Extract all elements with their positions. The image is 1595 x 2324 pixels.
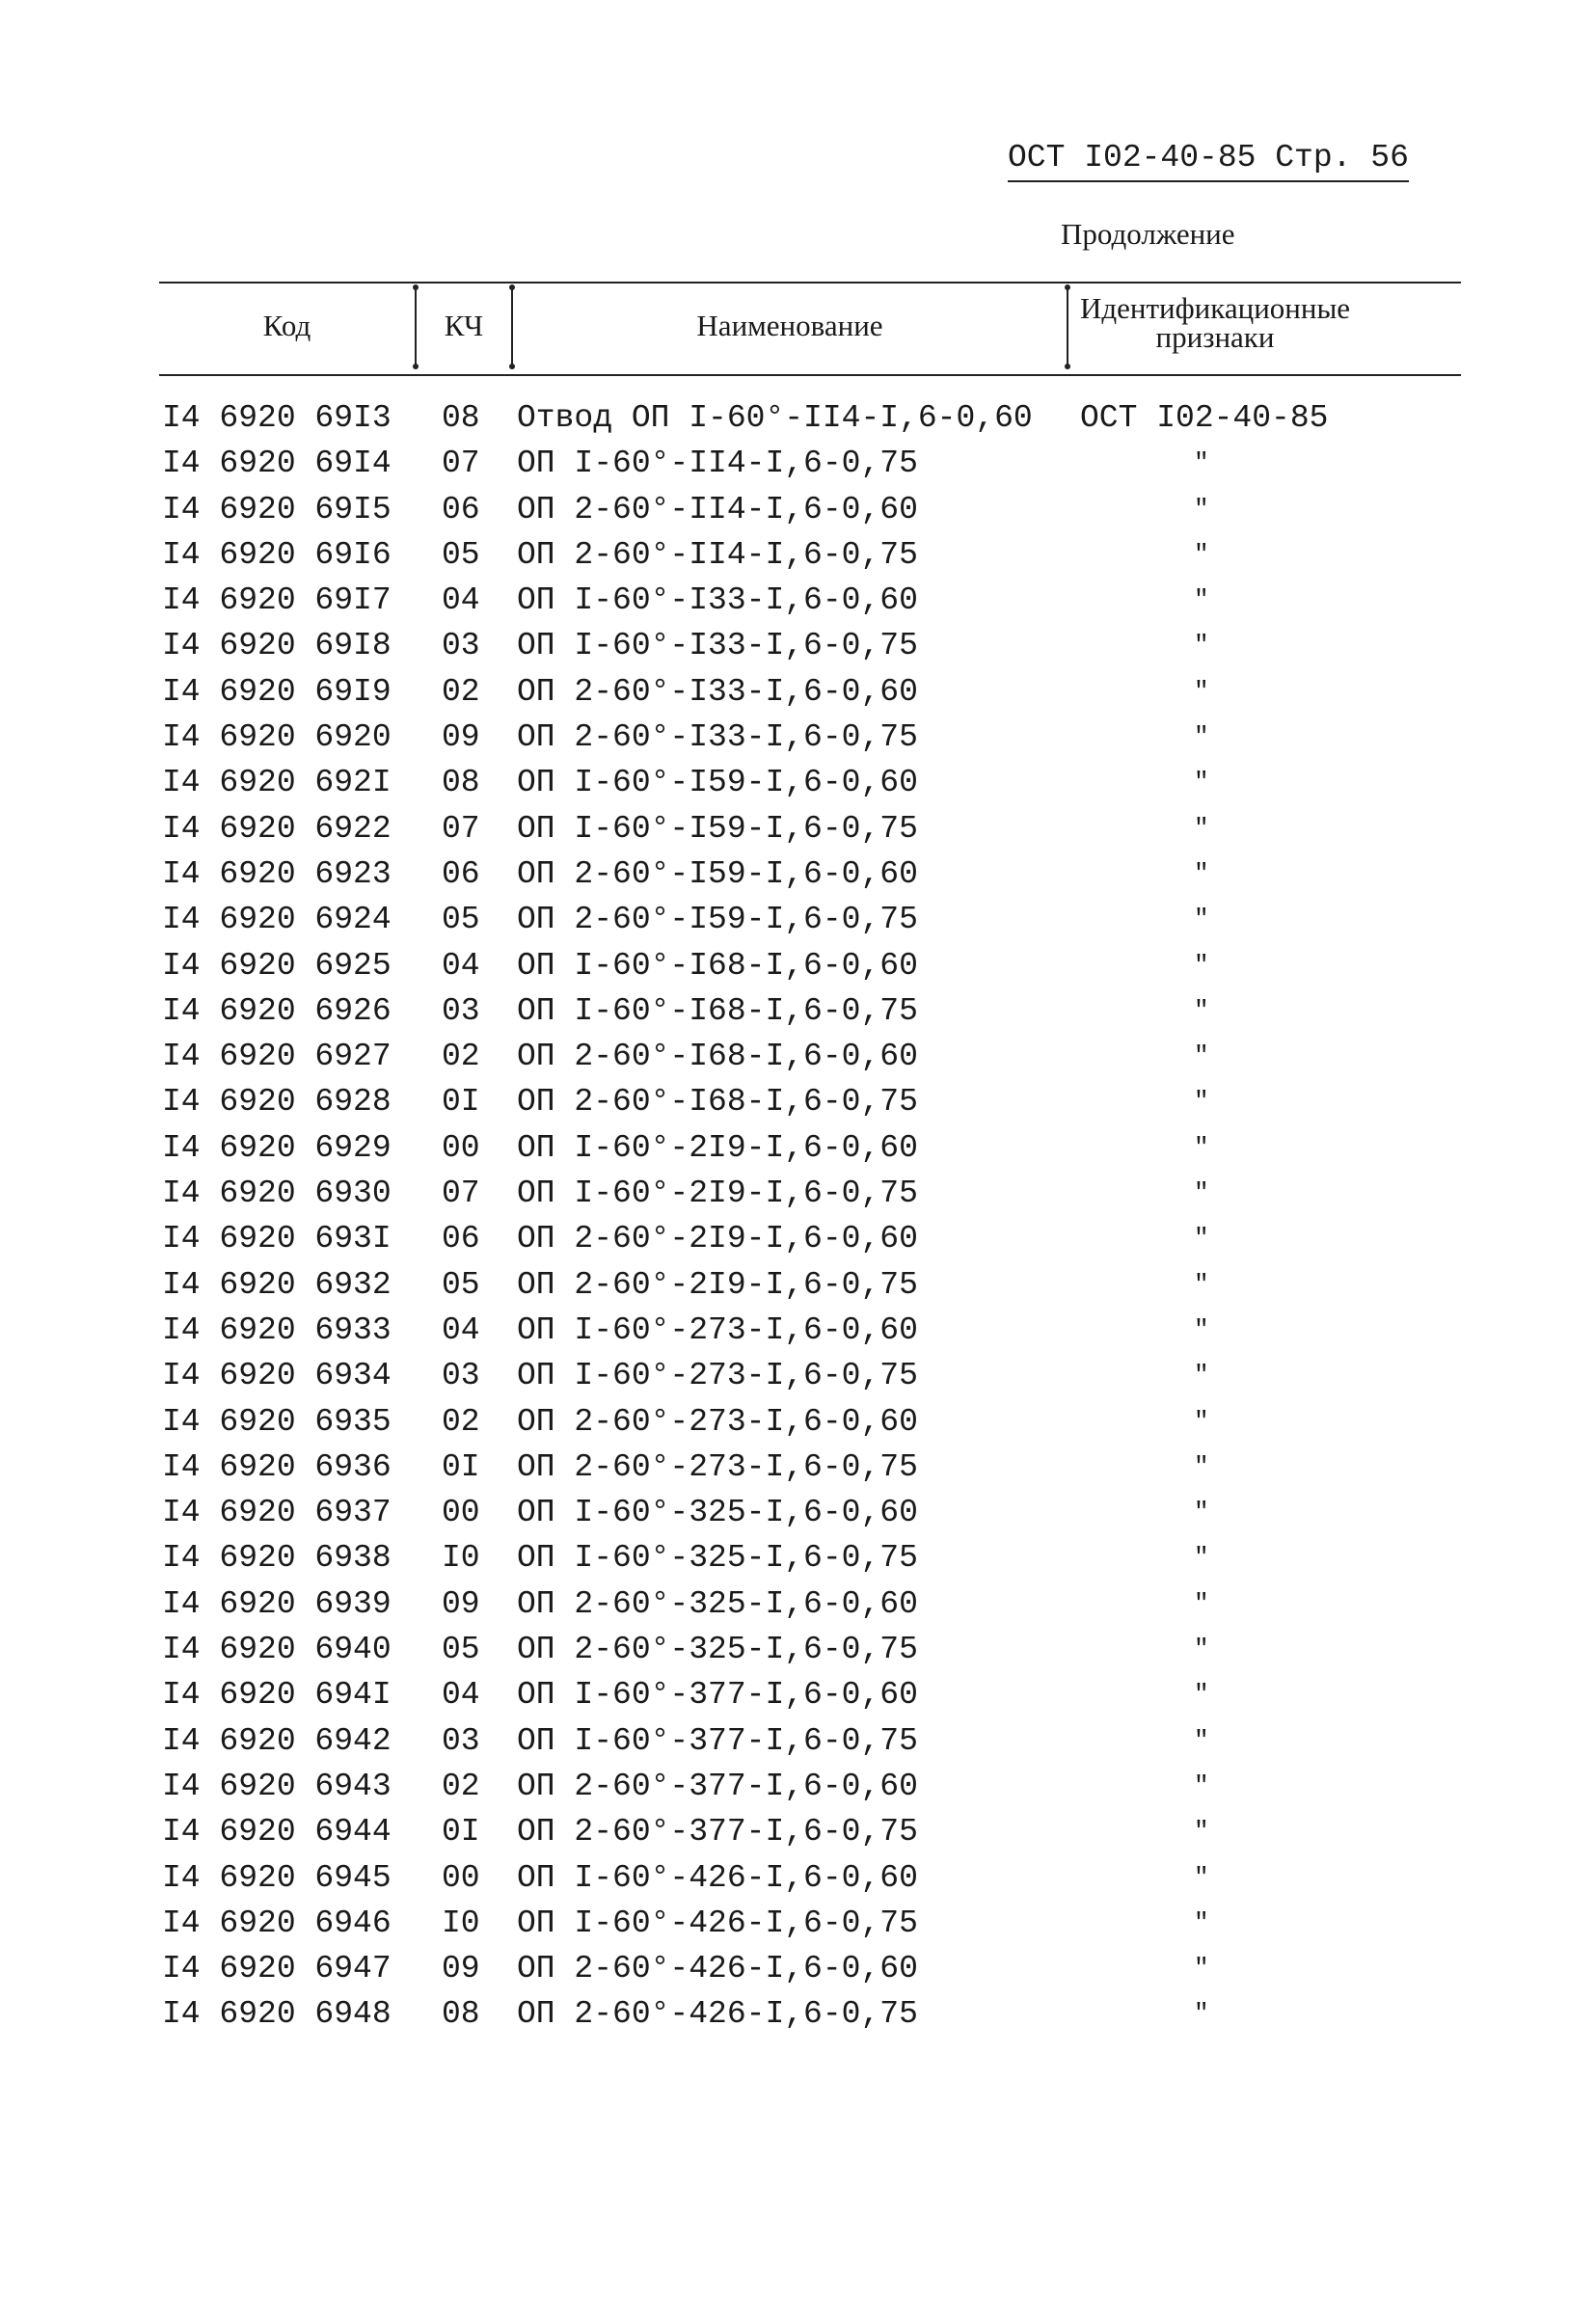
cell-name: ОП I-60°-2I9-I,6-0,75 <box>517 1176 918 1212</box>
cell-ditto-mark: " <box>1194 1635 1209 1664</box>
cell-code: I4 6920 69I6 <box>162 536 392 573</box>
cell-code: I4 6920 69I4 <box>162 446 392 482</box>
cell-kch: 02 <box>442 1039 480 1075</box>
cell-code: I4 6920 6943 <box>162 1768 392 1804</box>
table-row <box>0 943 1595 988</box>
cell-code: I4 6920 69I3 <box>162 400 392 436</box>
cell-code: I4 6920 6930 <box>162 1176 392 1212</box>
document-reference-text: ОСТ I02-40-85 Стр. 56 <box>1008 140 1409 176</box>
cell-name: ОП 2-60°-I33-I,6-0,60 <box>517 673 918 710</box>
table-row <box>0 1718 1595 1764</box>
cell-kch: 00 <box>442 1859 480 1896</box>
table-row <box>0 1262 1595 1308</box>
cell-ditto-mark: " <box>1194 1269 1209 1299</box>
cell-name: ОП I-60°-I68-I,6-0,60 <box>517 947 918 984</box>
cell-name: ОП 2-60°-325-I,6-0,60 <box>517 1585 918 1622</box>
table-row <box>0 1399 1595 1445</box>
cell-name: ОП I-60°-325-I,6-0,60 <box>517 1495 918 1531</box>
cell-code: I4 6920 6946 <box>162 1905 392 1941</box>
cell-name: ОП 2-60°-377-I,6-0,75 <box>517 1814 918 1851</box>
cell-kch: 08 <box>442 765 480 801</box>
reference-underline <box>1008 180 1409 182</box>
cell-ditto-mark: " <box>1194 1862 1209 1892</box>
cell-code: I4 6920 6939 <box>162 1585 392 1622</box>
table-row <box>0 1079 1595 1124</box>
cell-ditto-mark: " <box>1194 1588 1209 1618</box>
table-row <box>0 1946 1595 1991</box>
table-row <box>0 1535 1595 1581</box>
cell-kch: 05 <box>442 1266 480 1303</box>
cell-kch: 04 <box>442 582 480 619</box>
cell-code: I4 6920 6923 <box>162 855 392 892</box>
cell-code: I4 6920 6937 <box>162 1495 392 1531</box>
cell-kch: 09 <box>442 1951 480 1987</box>
cell-ditto-mark: " <box>1194 813 1209 843</box>
cell-kch: 0I <box>442 1448 480 1485</box>
table-top-rule <box>159 282 1461 284</box>
cell-kch: 08 <box>442 1996 480 2033</box>
cell-code: I4 6920 6942 <box>162 1722 392 1759</box>
cell-ditto-mark: " <box>1194 995 1209 1025</box>
cell-ditto-mark: " <box>1194 631 1209 661</box>
cell-ident: ОСТ I02-40-85 <box>1080 400 1329 436</box>
cell-code: I4 6920 6938 <box>162 1540 392 1577</box>
table-row <box>0 1308 1595 1353</box>
cell-kch: 0I <box>442 1084 480 1121</box>
cell-ditto-mark: " <box>1194 1178 1209 1208</box>
cell-ditto-mark: " <box>1194 858 1209 888</box>
table-row <box>0 897 1595 942</box>
cell-kch: 00 <box>442 1129 480 1166</box>
column-header-name: Наименование <box>696 309 883 342</box>
table-body <box>0 395 1595 2038</box>
cell-ditto-mark: " <box>1194 1224 1209 1254</box>
table-row <box>0 1627 1595 1672</box>
cell-kch: 05 <box>442 1632 480 1668</box>
table-row <box>0 1581 1595 1627</box>
cell-name: ОП 2-60°-I68-I,6-0,60 <box>517 1039 918 1075</box>
cell-ditto-mark: " <box>1194 585 1209 615</box>
cell-kch: 04 <box>442 1311 480 1348</box>
table-row <box>0 487 1595 532</box>
cell-kch: 02 <box>442 1768 480 1804</box>
cell-name: ОП 2-60°-273-I,6-0,75 <box>517 1448 918 1485</box>
cell-kch: 0I <box>442 1814 480 1851</box>
cell-ditto-mark: " <box>1194 1770 1209 1800</box>
cell-code: I4 6920 6940 <box>162 1632 392 1668</box>
cell-name: ОП 2-60°-426-I,6-0,75 <box>517 1996 918 2033</box>
cell-name: ОП I-60°-I68-I,6-0,75 <box>517 992 918 1029</box>
cell-kch: 06 <box>442 1221 480 1257</box>
column-header-code: Код <box>262 309 311 342</box>
cell-name: ОП 2-60°-377-I,6-0,60 <box>517 1768 918 1804</box>
cell-kch: 07 <box>442 1176 480 1212</box>
cell-kch: 04 <box>442 1677 480 1714</box>
table-row <box>0 1353 1595 1398</box>
cell-ditto-mark: " <box>1194 1361 1209 1391</box>
cell-code: I4 6920 6935 <box>162 1403 392 1440</box>
cell-name: ОП I-60°-I33-I,6-0,75 <box>517 628 918 664</box>
cell-kch: 02 <box>442 1403 480 1440</box>
cell-name: ОП 2-60°-325-I,6-0,75 <box>517 1632 918 1668</box>
document-reference <box>1008 140 1409 176</box>
cell-code: I4 6920 69I7 <box>162 582 392 619</box>
cell-code: I4 6920 6925 <box>162 947 392 984</box>
cell-name: ОП I-60°-377-I,6-0,60 <box>517 1677 918 1714</box>
cell-name: ОП I-60°-377-I,6-0,75 <box>517 1722 918 1759</box>
cell-kch: 08 <box>442 400 480 436</box>
cell-kch: 04 <box>442 947 480 984</box>
table-row <box>0 1125 1595 1171</box>
cell-name: ОП 2-60°-426-I,6-0,60 <box>517 1951 918 1987</box>
cell-name: ОП 2-60°-I33-I,6-0,75 <box>517 719 918 756</box>
cell-code: I4 6920 6922 <box>162 810 392 847</box>
cell-code: I4 6920 6932 <box>162 1266 392 1303</box>
cell-code: I4 6920 6920 <box>162 719 392 756</box>
cell-kch: 03 <box>442 1358 480 1394</box>
table-row <box>0 1764 1595 1809</box>
cell-name: ОП I-60°-273-I,6-0,75 <box>517 1358 918 1394</box>
cell-kch: 09 <box>442 719 480 756</box>
cell-name: ОП 2-60°-2I9-I,6-0,60 <box>517 1221 918 1257</box>
cell-code: I4 6920 6933 <box>162 1311 392 1348</box>
cell-code: I4 6920 692I <box>162 765 392 801</box>
cell-name: ОП 2-60°-I59-I,6-0,60 <box>517 855 918 892</box>
cell-code: I4 6920 6928 <box>162 1084 392 1121</box>
cell-ditto-mark: " <box>1194 1132 1209 1162</box>
cell-kch: I0 <box>442 1905 480 1941</box>
cell-code: I4 6920 69I5 <box>162 491 392 527</box>
cell-code: I4 6920 6924 <box>162 902 392 938</box>
cell-code: I4 6920 694I <box>162 1677 392 1714</box>
cell-ditto-mark: " <box>1194 1725 1209 1755</box>
column-separator <box>1067 287 1068 366</box>
cell-name: ОП I-60°-I59-I,6-0,75 <box>517 810 918 847</box>
cell-code: I4 6920 69I8 <box>162 628 392 664</box>
table-row <box>0 1672 1595 1717</box>
cell-ditto-mark: " <box>1194 950 1209 980</box>
table-row <box>0 1034 1595 1079</box>
cell-code: I4 6920 6926 <box>162 992 392 1029</box>
cell-kch: 06 <box>442 855 480 892</box>
cell-kch: 03 <box>442 1722 480 1759</box>
table-row <box>0 669 1595 715</box>
cell-kch: I0 <box>442 1540 480 1577</box>
cell-code: I4 6920 6936 <box>162 1448 392 1485</box>
cell-ditto-mark: " <box>1194 1680 1209 1710</box>
cell-ditto-mark: " <box>1194 768 1209 797</box>
table-row <box>0 441 1595 486</box>
cell-code: I4 6920 693I <box>162 1221 392 1257</box>
cell-code: I4 6920 6934 <box>162 1358 392 1394</box>
cell-ditto-mark: " <box>1194 1498 1209 1527</box>
cell-name: ОП I-60°-II4-I,6-0,75 <box>517 446 918 482</box>
cell-name: ОП I-60°-426-I,6-0,75 <box>517 1905 918 1941</box>
cell-code: I4 6920 6948 <box>162 1996 392 2033</box>
table-row <box>0 1809 1595 1854</box>
cell-kch: 09 <box>442 1585 480 1622</box>
cell-kch: 07 <box>442 810 480 847</box>
table-row <box>0 760 1595 805</box>
cell-ditto-mark: " <box>1194 1406 1209 1436</box>
cell-code: I4 6920 69I9 <box>162 673 392 710</box>
cell-code: I4 6920 6929 <box>162 1129 392 1166</box>
cell-kch: 05 <box>442 536 480 573</box>
cell-name: ОП I-60°-2I9-I,6-0,60 <box>517 1129 918 1166</box>
table-row <box>0 1901 1595 1946</box>
column-header-ident: Идентификационные признаки <box>1079 291 1351 354</box>
cell-kch: 00 <box>442 1495 480 1531</box>
cell-ditto-mark: " <box>1194 1999 1209 2029</box>
table-row <box>0 1445 1595 1490</box>
table-row <box>0 395 1595 441</box>
continuation-label: Продолжение <box>1061 217 1235 251</box>
table-row <box>0 1171 1595 1216</box>
table-row <box>0 623 1595 668</box>
cell-name: ОП 2-60°-I68-I,6-0,75 <box>517 1084 918 1121</box>
cell-ditto-mark: " <box>1194 1451 1209 1481</box>
cell-code: I4 6920 6947 <box>162 1951 392 1987</box>
cell-name: ОП I-60°-I59-I,6-0,60 <box>517 765 918 801</box>
cell-ditto-mark: " <box>1194 1817 1209 1847</box>
cell-name: ОП 2-60°-I59-I,6-0,75 <box>517 902 918 938</box>
cell-name: ОП 2-60°-273-I,6-0,60 <box>517 1403 918 1440</box>
cell-ditto-mark: " <box>1194 1907 1209 1937</box>
cell-name: ОП I-60°-273-I,6-0,60 <box>517 1311 918 1348</box>
cell-name: ОП I-60°-I33-I,6-0,60 <box>517 582 918 619</box>
table-row <box>0 715 1595 760</box>
cell-name: ОП 2-60°-II4-I,6-0,60 <box>517 491 918 527</box>
cell-kch: 06 <box>442 491 480 527</box>
cell-ditto-mark: " <box>1194 494 1209 524</box>
cell-ditto-mark: " <box>1194 905 1209 934</box>
table-row <box>0 851 1595 897</box>
cell-name: ОП I-60°-426-I,6-0,60 <box>517 1859 918 1896</box>
cell-code: I4 6920 6945 <box>162 1859 392 1896</box>
table-row <box>0 1216 1595 1261</box>
cell-kch: 03 <box>442 992 480 1029</box>
cell-name: Отвод ОП I-60°-II4-I,6-0,60 <box>517 400 1033 436</box>
cell-ditto-mark: " <box>1194 448 1209 478</box>
table-row <box>0 1991 1595 2037</box>
cell-ditto-mark: " <box>1194 1087 1209 1117</box>
cell-code: I4 6920 6927 <box>162 1039 392 1075</box>
cell-name: ОП 2-60°-2I9-I,6-0,75 <box>517 1266 918 1303</box>
cell-ditto-mark: " <box>1194 722 1209 752</box>
table-row <box>0 532 1595 578</box>
cell-ditto-mark: " <box>1194 676 1209 706</box>
cell-kch: 02 <box>442 673 480 710</box>
table-row <box>0 578 1595 623</box>
cell-name: ОП I-60°-325-I,6-0,75 <box>517 1540 918 1577</box>
cell-ditto-mark: " <box>1194 1543 1209 1573</box>
cell-kch: 07 <box>442 446 480 482</box>
table-row <box>0 806 1595 851</box>
cell-kch: 05 <box>442 902 480 938</box>
cell-ditto-mark: " <box>1194 1041 1209 1071</box>
cell-code: I4 6920 6944 <box>162 1814 392 1851</box>
table-row <box>0 988 1595 1034</box>
table-header-rule <box>159 374 1461 376</box>
cell-ditto-mark: " <box>1194 1314 1209 1344</box>
cell-kch: 03 <box>442 628 480 664</box>
column-header-kch: КЧ <box>444 309 484 342</box>
cell-name: ОП 2-60°-II4-I,6-0,75 <box>517 536 918 573</box>
cell-ditto-mark: " <box>1194 539 1209 569</box>
table-row <box>0 1490 1595 1535</box>
table-row <box>0 1855 1595 1901</box>
cell-ditto-mark: " <box>1194 1954 1209 1984</box>
